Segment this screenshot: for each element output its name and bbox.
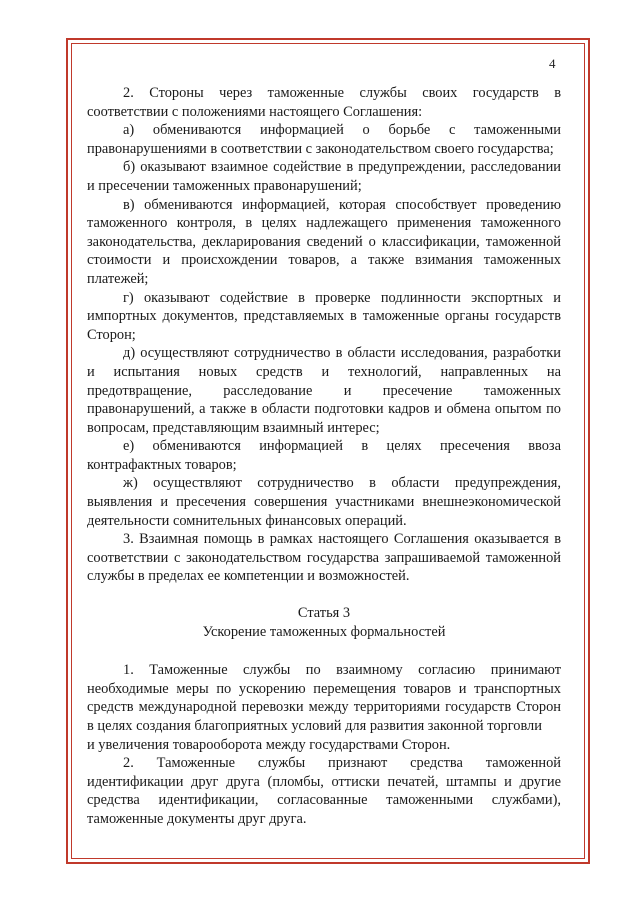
article-number: Статья 3: [297, 605, 351, 622]
page-number: 4: [549, 56, 556, 71]
article-title: Ускорение таможенных формальностей: [202, 623, 446, 640]
article3-paragraph-1-continuation: и увеличения товарооборота между государствами Сторон.: [87, 736, 451, 753]
article3-paragraph-1: 1. Таможенные службы по взаимному согласию принимают необходимые меры по ускорению перемещения товаров и транспортных средств международной перевозки между территориями государств Сторон в целях создания благоприятных условий для развития законной торговли: [87, 662, 561, 734]
subitem-v: в) обмениваются информацией, которая способствует проведению таможенного контроля, в целях надлежащего применения таможенного законодательства, декларирования сведений о классификации, таможенной стоимости и происхождении товаров, а также взимания таможенных платежей;: [87, 196, 561, 287]
paragraph-3: 3. Взаимная помощь в рамках настоящего Соглашения оказывается в соответствии с законодательством государства запрашиваемой таможенной службы в пределах ее компетенции и возможностей.: [87, 531, 561, 585]
subitem-g: г) оказывают содействие в проверке подлинности экспортных и импортных документов, представляемых в таможенные органы государств Сторон;: [87, 289, 561, 343]
subitem-d: д) осуществляют сотрудничество в области исследования, разработки и испытания новых средств и технологий, направленных на предотвращение, расследование и пресечение таможенных правонарушений, а также в области подготовки кадров и обмена опытом по вопросам, представляющим взаимный интерес;: [87, 345, 561, 436]
subitem-b: б) оказывают взаимное содействие в предупреждении, расследовании и пресечении таможенных правонарушений;: [87, 159, 561, 194]
subitem-zh: ж) осуществляют сотрудничество в области предупреждения, выявления и пресечения совершения участниками внешнеэкономической деятельности сомнительных финансовых операций.: [87, 475, 561, 529]
document-body: [87, 84, 561, 829]
paragraph-2-intro: 2. Стороны через таможенные службы своих государств в соответствии с положениями настоящего Соглашения:: [87, 85, 561, 120]
subitem-e: е) обмениваются информацией в целях пресечения ввоза контрафактных товаров;: [87, 438, 561, 473]
subitem-a: а) обмениваются информацией о борьбе с таможенными правонарушениями в соответствии с законодательством своего государства;: [87, 122, 561, 157]
article3-paragraph-2: 2. Таможенные службы признают средства таможенной идентификации друг друга (пломбы, оттиски печатей, штампы и другие средства идентификации, согласованные таможенными службами), таможенные документы друг друга.: [87, 755, 561, 827]
